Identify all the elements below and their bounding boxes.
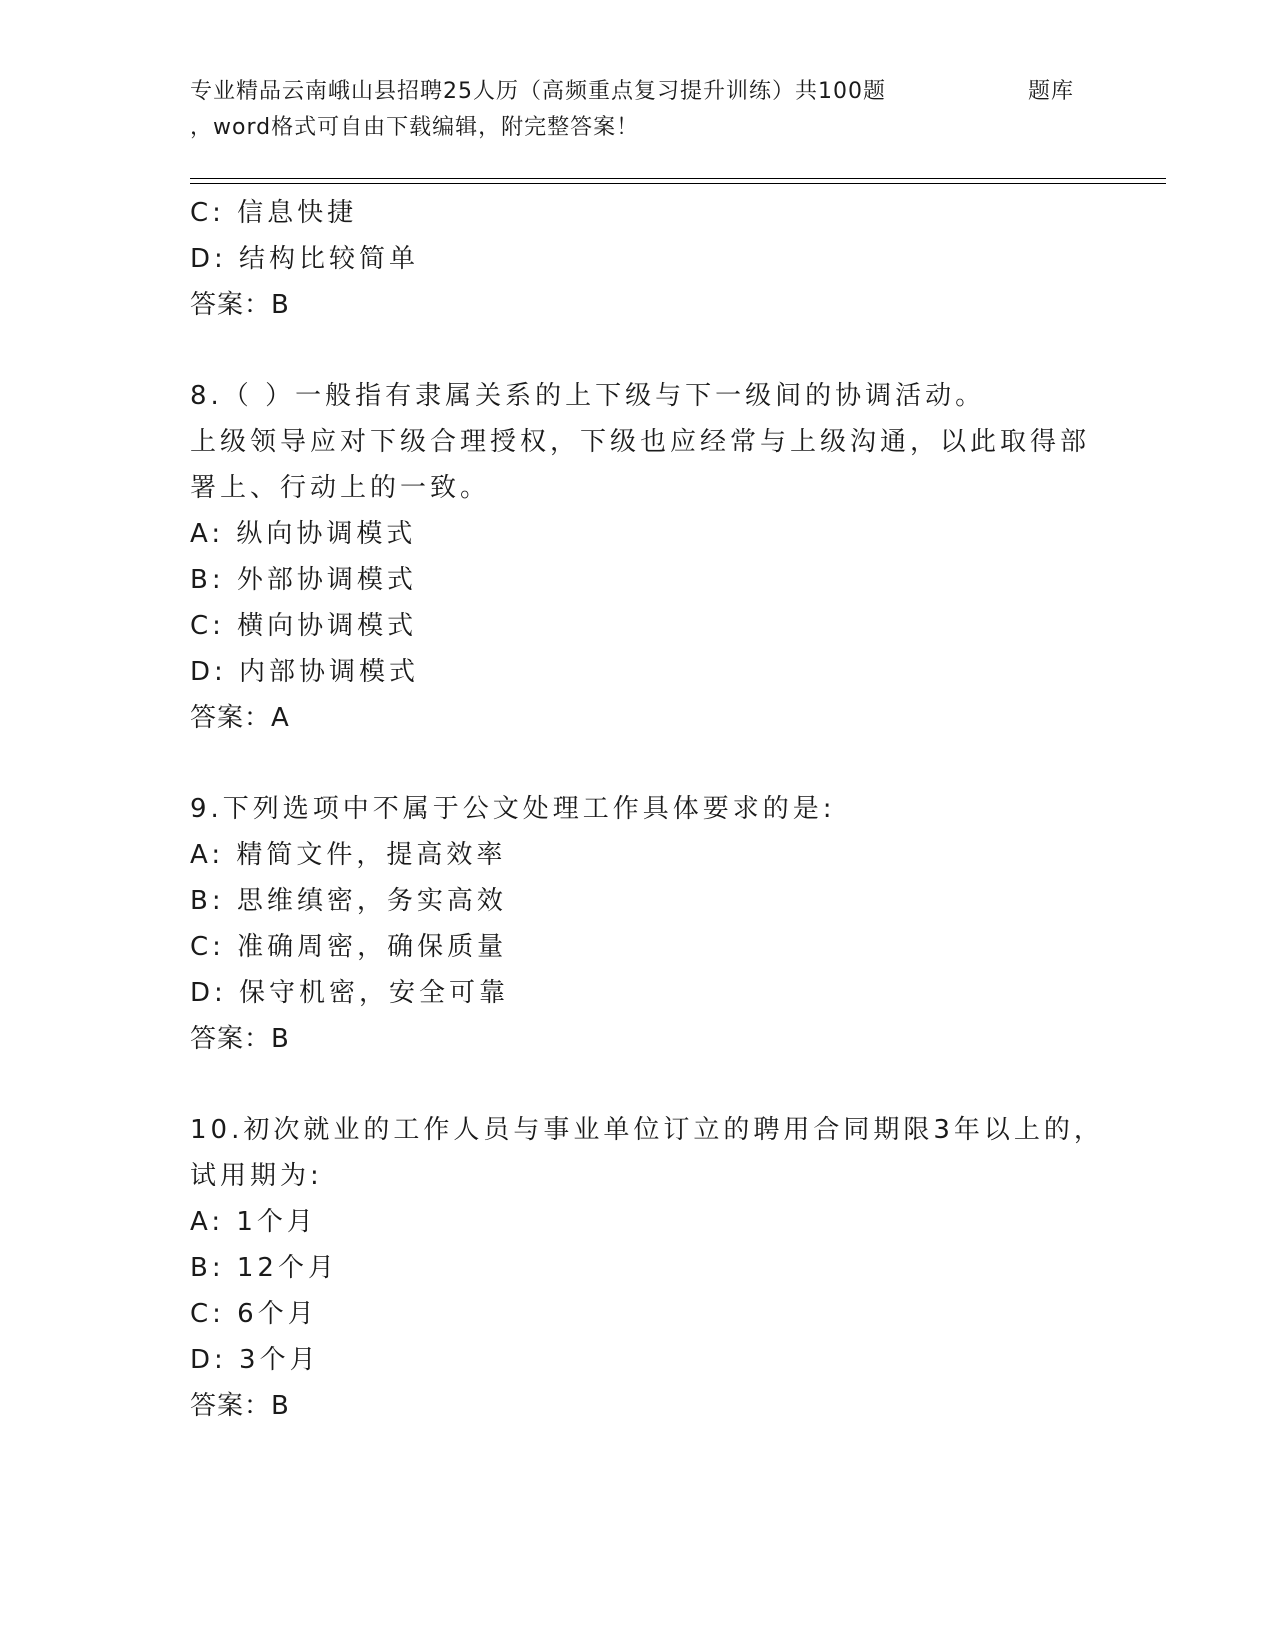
question-text: 10.初次就业的工作人员与事业单位订立的聘用合同期限3年以上的，: [190, 1115, 1104, 1145]
page-header: [190, 74, 1090, 146]
previous-question-tail: [190, 190, 1090, 328]
question-9: [190, 786, 1090, 1062]
option-b: B: 12个月: [190, 1253, 338, 1283]
option-d: D: 内部协调模式: [190, 657, 420, 687]
question-text: 试用期为:: [190, 1161, 323, 1191]
option-a: A: 精简文件，提高效率: [190, 840, 507, 870]
option-c: C: 横向协调模式: [190, 611, 418, 641]
question-text: 署上、行动上的一致。: [190, 473, 491, 503]
question-text: 9.下列选项中不属于公文处理工作具体要求的是:: [190, 794, 836, 824]
spacer: [190, 741, 1090, 786]
option-c: C: 6个月: [190, 1299, 318, 1329]
answer-line: 答案：B: [190, 1391, 290, 1421]
option-b: B: 思维缜密，务实高效: [190, 886, 507, 916]
option-c: C: 准确周密，确保质量: [190, 932, 508, 962]
spacer: [190, 328, 1090, 373]
header-tag: 题库: [1028, 79, 1075, 104]
option-c: C: 信息快捷: [190, 198, 358, 228]
option-b: B: 外部协调模式: [190, 565, 417, 595]
option-d: D: 3个月: [190, 1345, 320, 1375]
header-subtitle: ，word格式可自由下载编辑，附完整答案！: [190, 115, 640, 140]
question-text: 上级领导应对下级合理授权，下级也应经常与上级沟通，以此取得部: [190, 427, 1091, 457]
answer-line: 答案：B: [190, 290, 290, 320]
header-rule-top: [190, 178, 1166, 179]
question-10: [190, 1107, 1104, 1429]
question-text: 8.（ ）一般指有隶属关系的上下级与下一级间的协调活动。: [190, 381, 986, 411]
answer-line: 答案：A: [190, 703, 290, 733]
header-title: 专业精品云南峨山县招聘25人历（高频重点复习提升训练）共100题: [190, 79, 886, 104]
spacer: [190, 1062, 1090, 1107]
answer-line: 答案：B: [190, 1024, 290, 1054]
option-d: D: 保守机密，安全可靠: [190, 978, 510, 1008]
question-content: [190, 190, 1104, 1429]
question-8: [190, 373, 1090, 741]
option-a: A: 1个月: [190, 1207, 317, 1237]
option-d: D: 结构比较简单: [190, 244, 420, 274]
header-rule-bottom: [190, 183, 1166, 184]
option-a: A: 纵向协调模式: [190, 519, 417, 549]
